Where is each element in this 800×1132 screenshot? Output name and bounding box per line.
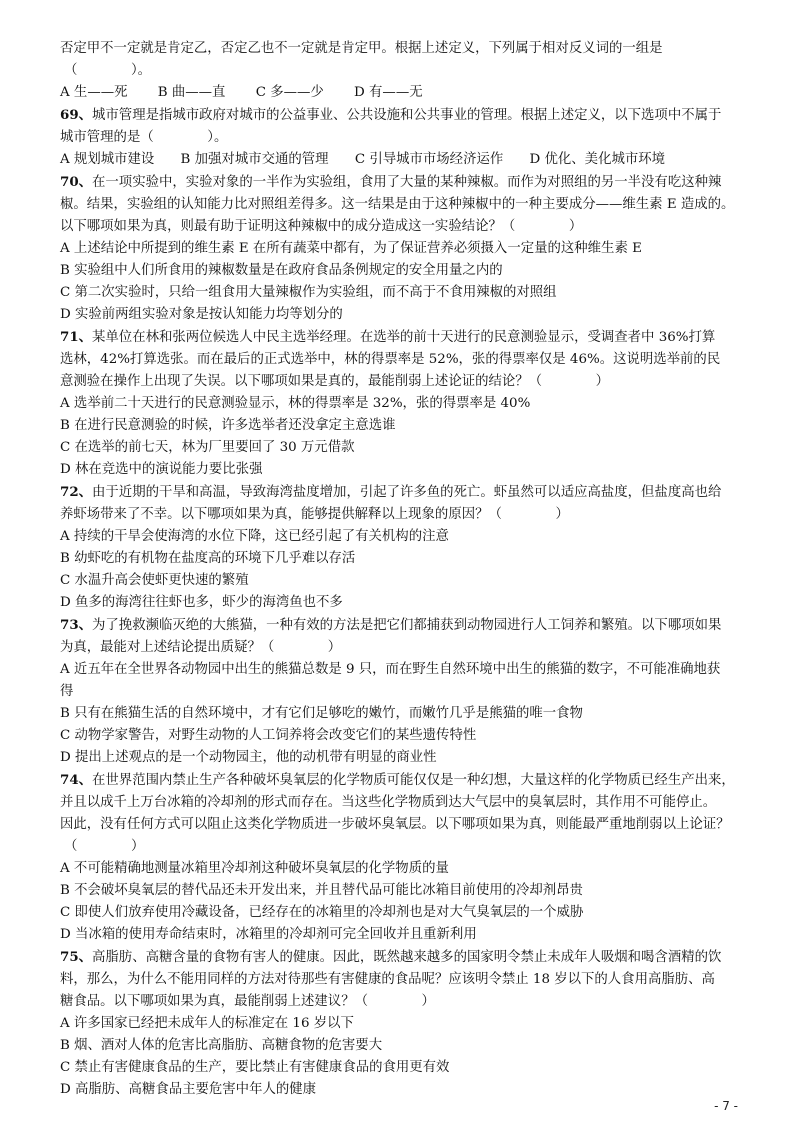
q70-text-line2: 椒。结果，实验组的认知能力比对照组差得多。这一结果是由于这种辣椒中的一种主要成分——维生素 E 造成的。 xyxy=(60,197,735,212)
q75-text-line3: 糖食品。以下哪项如果为真，最能削弱上述建议？（ ） xyxy=(60,994,435,1009)
q72-option-c: C 水温升高会使虾更快速的繁殖 xyxy=(60,573,249,588)
q75-number: 75、 xyxy=(60,949,93,965)
q75-text-line1: 75、高脂肪、高糖含量的食物有害人的健康。因此，既然越来越多的国家明令禁止未成年人吸烟和喝含酒精的饮 xyxy=(60,949,722,965)
q74-number: 74、 xyxy=(60,772,93,788)
q75-option-b: B 烟、酒对人体的危害比高脂肪、高糖食物的危害要大 xyxy=(60,1038,383,1053)
q69-option-a: A 规划城市建设 xyxy=(60,152,155,167)
q72-text-line2: 养虾场带来了不幸。以下哪项如果为真，能够提供解释以上现象的原因？（ ） xyxy=(60,507,569,522)
q74-option-c: C 即使人们放弃使用冷藏设备，已经存在的冰箱里的冷却剂也是对大气臭氧层的一个威胁 xyxy=(60,905,584,920)
q69-option-b: B 加强对城市交通的管理 xyxy=(180,152,329,167)
document-page xyxy=(60,38,746,1101)
q74-option-b: B 不会破坏臭氧层的替代品还未开发出来，并且替代品可能比冰箱目前使用的冷却剂昂贵 xyxy=(60,883,583,898)
q75-text-line2: 料，那么，为什么不能用同样的方法对待那些有害健康的食品呢？应该明令禁止 18 岁以下的人食用高脂肪、高 xyxy=(60,972,715,987)
q68-option-b: B 曲——直 xyxy=(157,85,226,100)
q72-number: 72、 xyxy=(60,484,93,500)
page-number: - 7 - xyxy=(714,1099,738,1113)
q73-number: 73、 xyxy=(60,617,93,633)
q68-text-line2: （ ）。 xyxy=(64,63,152,78)
q69-option-c: C 引导城市市场经济运作 xyxy=(354,152,504,167)
q73-option-c: C 动物学家警告，对野生动物的人工饲养将会改变它们的某些遗传特性 xyxy=(60,728,477,743)
q68-option-d: D 有——无 xyxy=(354,85,423,100)
q75-option-c: C 禁止有害健康食品的生产，要比禁止有害健康食品的食用更有效 xyxy=(60,1060,450,1075)
q74-option-a: A 不可能精确地测量冰箱里冷却剂这种破坏臭氧层的化学物质的量 xyxy=(60,861,449,876)
q73-option-b: B 只有在熊猫生活的自然环境中，才有它们足够吃的嫩竹，而嫩竹几乎是熊猫的唯一食物 xyxy=(60,706,583,721)
q69-number: 69、 xyxy=(60,107,93,123)
q70-option-d: D 实验前两组实验对象是按认知能力均等划分的 xyxy=(60,307,343,322)
q71-option-d: D 林在竞选中的演说能力要比张强 xyxy=(60,462,263,477)
q71-option-b: B 在进行民意测验的时候，许多选举者还没拿定主意选谁 xyxy=(60,418,396,433)
q70-text-line1: 70、在一项实验中，实验对象的一半作为实验组，食用了大量的某种辣椒。而作为对照组的另一半没有吃这种辣 xyxy=(60,174,722,190)
q68-option-a: A 生——死 xyxy=(60,85,128,100)
q70-option-a: A 上述结论中所提到的维生素 E 在所有蔬菜中都有，为了保证营养必须摄入一定量的这种维生素 E xyxy=(60,241,642,256)
q73-option-a: A 近五年在全世界各动物园中出生的熊猫总数是 9 只，而在野生自然环境中出生的熊猫的数字，不可能准确地获 xyxy=(60,662,721,677)
q73-option-d: D 提出上述观点的是一个动物园主，他的动机带有明显的商业性 xyxy=(60,750,437,765)
q69-options xyxy=(60,149,746,171)
q72-option-d: D 鱼多的海湾往往虾也多，虾少的海湾鱼也不多 xyxy=(60,595,343,610)
q71-number: 71、 xyxy=(60,329,93,345)
q71-text-line1: 71、某单位在林和张两位候选人中民主选举经理。在选举的前十天进行的民意测验显示，受调查者中 36%打算 xyxy=(60,329,716,345)
q68-options xyxy=(60,82,746,104)
q68-option-c: C 多——少 xyxy=(255,85,324,100)
q72-text-line1: 72、由于近期的干旱和高温，导致海湾盐度增加，引起了许多鱼的死亡。虾虽然可以适应高盐度，但盐度高也给 xyxy=(60,484,722,500)
q69-text-line1: 69、城市管理是指城市政府对城市的公益事业、公共设施和公共事业的管理。根据上述定义，以下选项中不属于 xyxy=(60,107,722,123)
q73-text-line1: 73、为了挽救濒临灭绝的大熊猫，一种有效的方法是把它们都捕获到动物园进行人工饲养和繁殖。以下哪项如果 xyxy=(60,617,722,633)
q70-option-b: B 实验组中人们所食用的辣椒数量是在政府食品条例规定的安全用量之内的 xyxy=(60,263,503,278)
q69-option-d: D 优化、美化城市环境 xyxy=(529,152,666,167)
q71-option-c: C 在选举的前七天，林为厂里要回了 30 万元借款 xyxy=(60,440,355,455)
q70-option-c: C 第二次实验时，只给一组食用大量辣椒作为实验组，而不高于不食用辣椒的对照组 xyxy=(60,285,557,300)
q70-number: 70、 xyxy=(60,174,93,190)
q72-option-b: B 幼虾吃的有机物在盐度高的环境下几乎难以存活 xyxy=(60,551,356,566)
q72-option-a: A 持续的干旱会使海湾的水位下降，这已经引起了有关机构的注意 xyxy=(60,529,449,544)
q74-text-line2: 并且以成千上万台冰箱的冷却剂的形式而存在。当这些化学物质到达大气层中的臭氧层时，其作用不可能停止。 xyxy=(60,795,717,810)
q74-option-d: D 当冰箱的使用寿命结束时，冰箱里的冷却剂可完全回收并且重新利用 xyxy=(60,927,477,942)
q74-text-line1: 74、在世界范围内禁止生产各种破坏臭氧层的化学物质可能仅仅是一种幻想，大量这样的化学物质已经生产出来， xyxy=(60,772,735,788)
q71-text-line2: 选林，42%打算选张。而在最后的正式选举中，林的得票率是 52%，张的得票率仅是 46%。这说明选举前的民 xyxy=(60,352,721,367)
q71-option-a: A 选举前二十天进行的民意测验显示，林的得票率是 32%，张的得票率是 40% xyxy=(60,396,531,411)
q74-text-line4: （ ） xyxy=(64,839,145,854)
q73-text-line2: 为真，最能对上述结论提出质疑？（ ） xyxy=(60,640,342,655)
q73-option-a-cont: 得 xyxy=(60,684,74,699)
q68-text-line1: 否定甲不一定就是肯定乙，否定乙也不一定就是肯定甲。根据上述定义，下列属于相对反义词的一组是 xyxy=(60,41,663,56)
q70-text-line3: 以下哪项如果为真，则最有助于证明这种辣椒中的成分造成这一实验结论？（ ） xyxy=(60,219,583,234)
q75-option-d: D 高脂肪、高糖食品主要危害中年人的健康 xyxy=(60,1082,317,1097)
q69-text-line2: 城市管理的是（ ）。 xyxy=(60,130,228,145)
q74-text-line3: 因此，没有任何方式可以阻止这类化学物质进一步破坏臭氧层。以下哪项如果为真，则能最严重地削弱以上论证？ xyxy=(60,817,730,832)
q75-option-a: A 许多国家已经把未成年人的标准定在 16 岁以下 xyxy=(60,1016,354,1031)
q71-text-line3: 意测验在操作上出现了失误。以下哪项如果是真的，最能削弱上述论证的结论？（ ） xyxy=(60,374,610,389)
